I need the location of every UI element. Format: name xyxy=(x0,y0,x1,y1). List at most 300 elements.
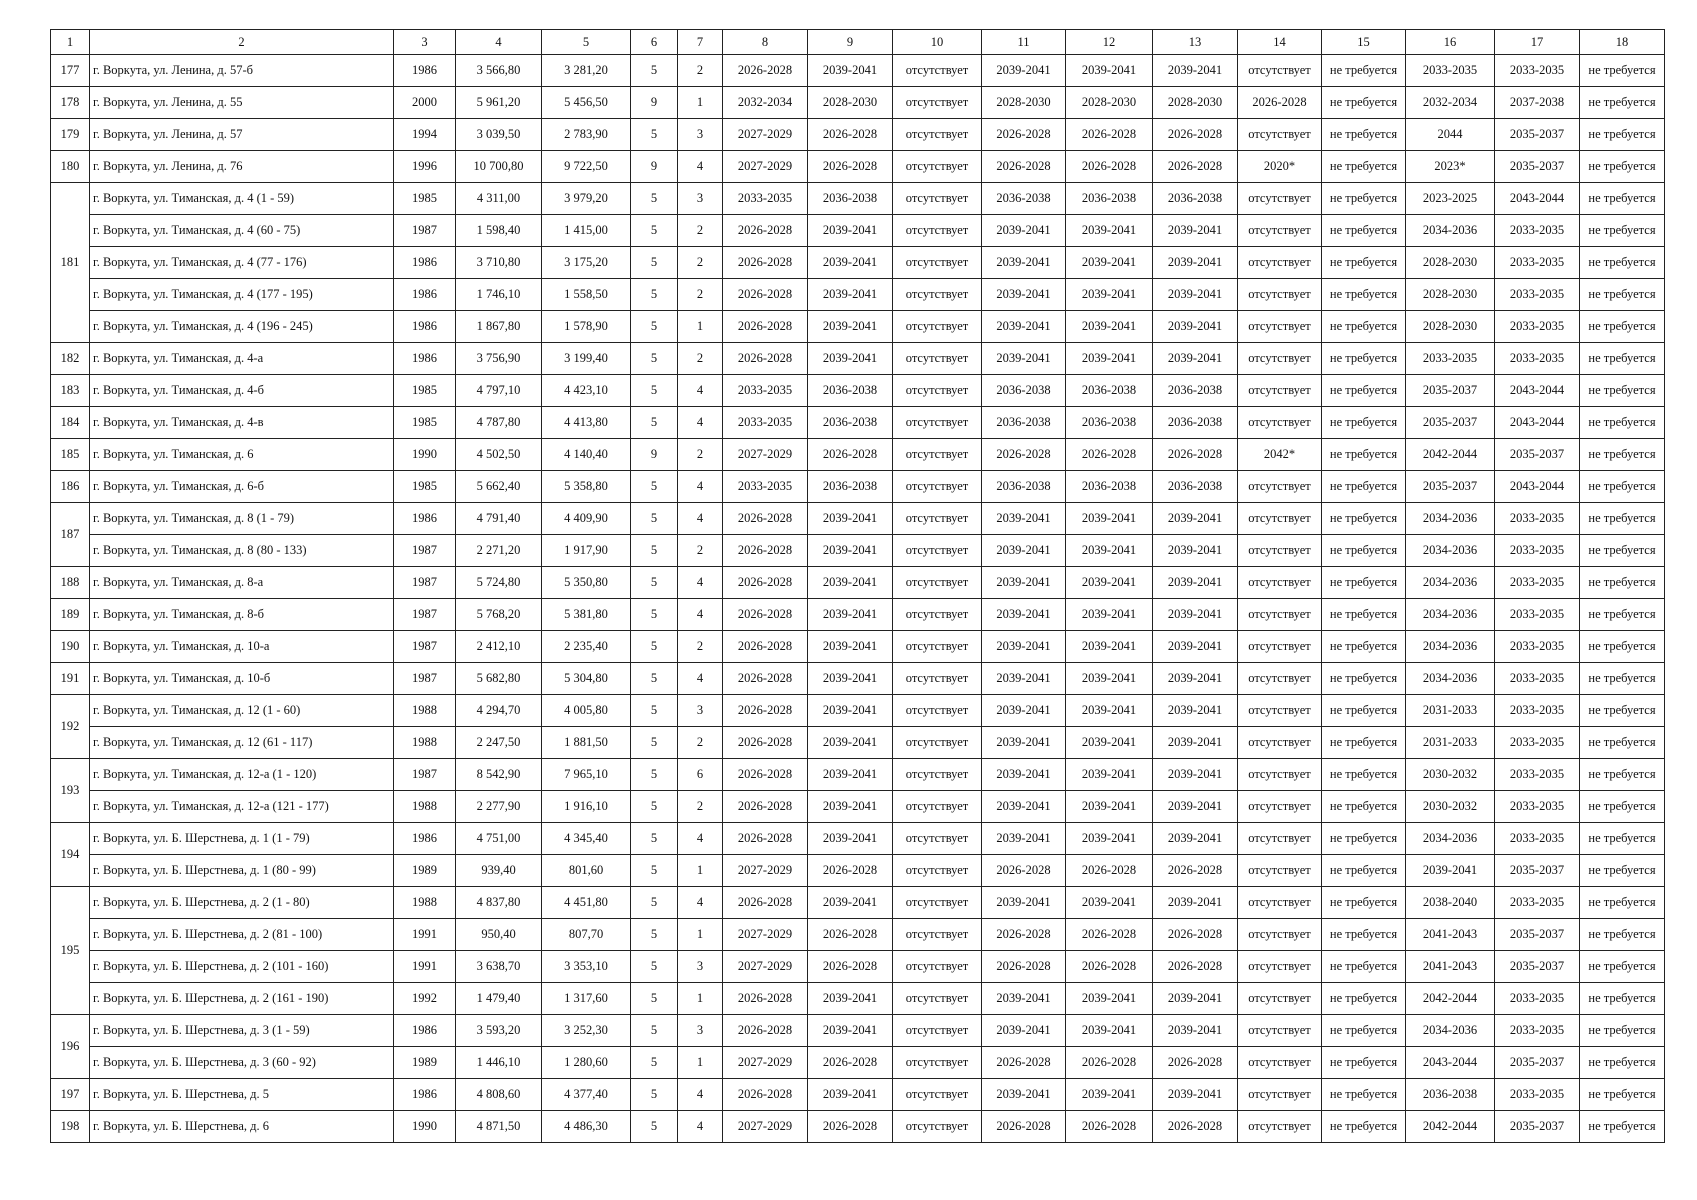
c8-cell: 2026-2028 xyxy=(723,279,808,311)
c10-cell: отсутствует xyxy=(893,759,982,791)
c17-cell: 2033-2035 xyxy=(1495,823,1580,855)
row-number-cell: 198 xyxy=(51,1111,90,1143)
c10-cell: отсутствует xyxy=(893,919,982,951)
c14-cell: отсутствует xyxy=(1238,503,1322,535)
living-area-cell: 3 252,30 xyxy=(542,1015,631,1047)
address-cell: г. Воркута, ул. Б. Шерстнева, д. 2 (81 - 100) xyxy=(90,919,394,951)
c17-cell: 2033-2035 xyxy=(1495,663,1580,695)
c16-cell: 2031-2033 xyxy=(1406,727,1495,759)
column-header-12: 12 xyxy=(1066,30,1153,55)
year-cell: 1987 xyxy=(394,631,456,663)
c14-cell: отсутствует xyxy=(1238,1079,1322,1111)
c10-cell: отсутствует xyxy=(893,1047,982,1079)
c16-cell: 2044 xyxy=(1406,119,1495,151)
c13-cell: 2039-2041 xyxy=(1153,1079,1238,1111)
year-cell: 1988 xyxy=(394,695,456,727)
c9-cell: 2039-2041 xyxy=(808,55,893,87)
c14-cell: отсутствует xyxy=(1238,375,1322,407)
c16-cell: 2042-2044 xyxy=(1406,1111,1495,1143)
c12-cell: 2039-2041 xyxy=(1066,791,1153,823)
total-area-cell: 5 768,20 xyxy=(456,599,542,631)
table-row xyxy=(51,311,1665,343)
column-header-3: 3 xyxy=(394,30,456,55)
c13-cell: 2039-2041 xyxy=(1153,567,1238,599)
c10-cell: отсутствует xyxy=(893,343,982,375)
total-area-cell: 4 751,00 xyxy=(456,823,542,855)
c16-cell: 2034-2036 xyxy=(1406,823,1495,855)
c12-cell: 2039-2041 xyxy=(1066,215,1153,247)
c15-cell: не требуется xyxy=(1322,1111,1406,1143)
c18-cell: не требуется xyxy=(1580,663,1665,695)
c13-cell: 2039-2041 xyxy=(1153,503,1238,535)
c17-cell: 2035-2037 xyxy=(1495,951,1580,983)
living-area-cell: 3 281,20 xyxy=(542,55,631,87)
c14-cell: отсутствует xyxy=(1238,791,1322,823)
floors-cell: 9 xyxy=(631,439,678,471)
row-number-cell: 195 xyxy=(51,887,90,1015)
c14-cell: отсутствует xyxy=(1238,727,1322,759)
c16-cell: 2034-2036 xyxy=(1406,567,1495,599)
table-row xyxy=(51,951,1665,983)
c16-cell: 2042-2044 xyxy=(1406,439,1495,471)
table-row xyxy=(51,119,1665,151)
table-row xyxy=(51,375,1665,407)
floors-cell: 5 xyxy=(631,663,678,695)
c16-cell: 2035-2037 xyxy=(1406,375,1495,407)
c15-cell: не требуется xyxy=(1322,215,1406,247)
c17-cell: 2033-2035 xyxy=(1495,503,1580,535)
c9-cell: 2039-2041 xyxy=(808,567,893,599)
c11-cell: 2039-2041 xyxy=(982,311,1066,343)
total-area-cell: 4 294,70 xyxy=(456,695,542,727)
c9-cell: 2026-2028 xyxy=(808,439,893,471)
year-cell: 1988 xyxy=(394,727,456,759)
c18-cell: не требуется xyxy=(1580,55,1665,87)
entrances-cell: 4 xyxy=(678,375,723,407)
c8-cell: 2026-2028 xyxy=(723,599,808,631)
year-cell: 1985 xyxy=(394,407,456,439)
c11-cell: 2026-2028 xyxy=(982,919,1066,951)
c18-cell: не требуется xyxy=(1580,471,1665,503)
c12-cell: 2026-2028 xyxy=(1066,1111,1153,1143)
c18-cell: не требуется xyxy=(1580,119,1665,151)
living-area-cell: 3 175,20 xyxy=(542,247,631,279)
c13-cell: 2036-2038 xyxy=(1153,183,1238,215)
c9-cell: 2039-2041 xyxy=(808,791,893,823)
floors-cell: 5 xyxy=(631,311,678,343)
c11-cell: 2039-2041 xyxy=(982,887,1066,919)
total-area-cell: 1 867,80 xyxy=(456,311,542,343)
c11-cell: 2039-2041 xyxy=(982,535,1066,567)
address-cell: г. Воркута, ул. Б. Шерстнева, д. 2 (1 - 80) xyxy=(90,887,394,919)
c16-cell: 2023-2025 xyxy=(1406,183,1495,215)
c13-cell: 2039-2041 xyxy=(1153,343,1238,375)
c15-cell: не требуется xyxy=(1322,183,1406,215)
year-cell: 2000 xyxy=(394,87,456,119)
c11-cell: 2026-2028 xyxy=(982,855,1066,887)
total-area-cell: 2 247,50 xyxy=(456,727,542,759)
entrances-cell: 3 xyxy=(678,695,723,727)
c14-cell: отсутствует xyxy=(1238,919,1322,951)
year-cell: 1990 xyxy=(394,439,456,471)
c13-cell: 2026-2028 xyxy=(1153,439,1238,471)
c18-cell: не требуется xyxy=(1580,695,1665,727)
c13-cell: 2026-2028 xyxy=(1153,951,1238,983)
total-area-cell: 1 746,10 xyxy=(456,279,542,311)
living-area-cell: 1 415,00 xyxy=(542,215,631,247)
c18-cell: не требуется xyxy=(1580,855,1665,887)
year-cell: 1986 xyxy=(394,1079,456,1111)
living-area-cell: 801,60 xyxy=(542,855,631,887)
c10-cell: отсутствует xyxy=(893,151,982,183)
row-number-cell: 191 xyxy=(51,663,90,695)
c16-cell: 2039-2041 xyxy=(1406,855,1495,887)
total-area-cell: 2 277,90 xyxy=(456,791,542,823)
floors-cell: 5 xyxy=(631,183,678,215)
c18-cell: не требуется xyxy=(1580,1047,1665,1079)
c13-cell: 2039-2041 xyxy=(1153,311,1238,343)
c15-cell: не требуется xyxy=(1322,695,1406,727)
c9-cell: 2036-2038 xyxy=(808,375,893,407)
floors-cell: 5 xyxy=(631,791,678,823)
c17-cell: 2043-2044 xyxy=(1495,407,1580,439)
c13-cell: 2028-2030 xyxy=(1153,87,1238,119)
c11-cell: 2036-2038 xyxy=(982,183,1066,215)
c14-cell: отсутствует xyxy=(1238,311,1322,343)
c11-cell: 2039-2041 xyxy=(982,55,1066,87)
c17-cell: 2033-2035 xyxy=(1495,215,1580,247)
c9-cell: 2039-2041 xyxy=(808,343,893,375)
entrances-cell: 4 xyxy=(678,599,723,631)
c14-cell: отсутствует xyxy=(1238,183,1322,215)
address-cell: г. Воркута, ул. Тиманская, д. 6 xyxy=(90,439,394,471)
c13-cell: 2036-2038 xyxy=(1153,375,1238,407)
total-area-cell: 4 787,80 xyxy=(456,407,542,439)
c14-cell: отсутствует xyxy=(1238,1047,1322,1079)
c12-cell: 2039-2041 xyxy=(1066,1079,1153,1111)
c10-cell: отсутствует xyxy=(893,407,982,439)
c9-cell: 2039-2041 xyxy=(808,1079,893,1111)
floors-cell: 5 xyxy=(631,823,678,855)
c17-cell: 2037-2038 xyxy=(1495,87,1580,119)
row-number-cell: 184 xyxy=(51,407,90,439)
living-area-cell: 4 413,80 xyxy=(542,407,631,439)
c16-cell: 2032-2034 xyxy=(1406,87,1495,119)
address-cell: г. Воркута, ул. Тиманская, д. 10-а xyxy=(90,631,394,663)
c15-cell: не требуется xyxy=(1322,343,1406,375)
c9-cell: 2039-2041 xyxy=(808,695,893,727)
living-area-cell: 9 722,50 xyxy=(542,151,631,183)
c9-cell: 2039-2041 xyxy=(808,503,893,535)
entrances-cell: 3 xyxy=(678,951,723,983)
c12-cell: 2036-2038 xyxy=(1066,375,1153,407)
address-cell: г. Воркута, ул. Тиманская, д. 4 (77 - 176) xyxy=(90,247,394,279)
entrances-cell: 2 xyxy=(678,791,723,823)
c8-cell: 2026-2028 xyxy=(723,247,808,279)
c8-cell: 2026-2028 xyxy=(723,695,808,727)
year-cell: 1987 xyxy=(394,599,456,631)
entrances-cell: 4 xyxy=(678,151,723,183)
c17-cell: 2033-2035 xyxy=(1495,311,1580,343)
address-cell: г. Воркута, ул. Тиманская, д. 8 (1 - 79) xyxy=(90,503,394,535)
row-number-cell: 180 xyxy=(51,151,90,183)
floors-cell: 5 xyxy=(631,759,678,791)
floors-cell: 5 xyxy=(631,471,678,503)
column-header-2: 2 xyxy=(90,30,394,55)
c13-cell: 2039-2041 xyxy=(1153,695,1238,727)
column-header-5: 5 xyxy=(542,30,631,55)
c13-cell: 2039-2041 xyxy=(1153,279,1238,311)
living-area-cell: 5 304,80 xyxy=(542,663,631,695)
total-area-cell: 2 271,20 xyxy=(456,535,542,567)
column-header-4: 4 xyxy=(456,30,542,55)
c12-cell: 2039-2041 xyxy=(1066,887,1153,919)
c12-cell: 2039-2041 xyxy=(1066,311,1153,343)
c13-cell: 2039-2041 xyxy=(1153,823,1238,855)
c10-cell: отсутствует xyxy=(893,1079,982,1111)
floors-cell: 5 xyxy=(631,247,678,279)
address-cell: г. Воркута, ул. Тиманская, д. 8 (80 - 133) xyxy=(90,535,394,567)
c10-cell: отсутствует xyxy=(893,375,982,407)
year-cell: 1987 xyxy=(394,215,456,247)
c8-cell: 2033-2035 xyxy=(723,375,808,407)
entrances-cell: 4 xyxy=(678,503,723,535)
year-cell: 1986 xyxy=(394,1015,456,1047)
c9-cell: 2026-2028 xyxy=(808,119,893,151)
year-cell: 1994 xyxy=(394,119,456,151)
entrances-cell: 4 xyxy=(678,823,723,855)
c13-cell: 2026-2028 xyxy=(1153,119,1238,151)
c18-cell: не требуется xyxy=(1580,983,1665,1015)
living-area-cell: 4 409,90 xyxy=(542,503,631,535)
c11-cell: 2039-2041 xyxy=(982,983,1066,1015)
c13-cell: 2026-2028 xyxy=(1153,151,1238,183)
entrances-cell: 1 xyxy=(678,311,723,343)
row-number-cell: 192 xyxy=(51,695,90,759)
c11-cell: 2026-2028 xyxy=(982,1111,1066,1143)
c8-cell: 2026-2028 xyxy=(723,759,808,791)
address-cell: г. Воркута, ул. Б. Шерстнева, д. 3 (1 - 59) xyxy=(90,1015,394,1047)
living-area-cell: 4 345,40 xyxy=(542,823,631,855)
year-cell: 1987 xyxy=(394,567,456,599)
c15-cell: не требуется xyxy=(1322,119,1406,151)
c16-cell: 2034-2036 xyxy=(1406,599,1495,631)
entrances-cell: 4 xyxy=(678,887,723,919)
c10-cell: отсутствует xyxy=(893,247,982,279)
c9-cell: 2039-2041 xyxy=(808,663,893,695)
total-area-cell: 5 724,80 xyxy=(456,567,542,599)
c11-cell: 2039-2041 xyxy=(982,791,1066,823)
address-cell: г. Воркута, ул. Б. Шерстнева, д. 1 (1 - 79) xyxy=(90,823,394,855)
entrances-cell: 4 xyxy=(678,1111,723,1143)
c12-cell: 2026-2028 xyxy=(1066,919,1153,951)
c12-cell: 2039-2041 xyxy=(1066,759,1153,791)
c10-cell: отсутствует xyxy=(893,471,982,503)
c18-cell: не требуется xyxy=(1580,599,1665,631)
c11-cell: 2036-2038 xyxy=(982,407,1066,439)
c15-cell: не требуется xyxy=(1322,887,1406,919)
c10-cell: отсутствует xyxy=(893,279,982,311)
c16-cell: 2028-2030 xyxy=(1406,311,1495,343)
column-header-16: 16 xyxy=(1406,30,1495,55)
c10-cell: отсутствует xyxy=(893,983,982,1015)
header-row xyxy=(51,30,1665,55)
entrances-cell: 2 xyxy=(678,279,723,311)
c10-cell: отсутствует xyxy=(893,951,982,983)
row-number-cell: 190 xyxy=(51,631,90,663)
c17-cell: 2033-2035 xyxy=(1495,695,1580,727)
c18-cell: не требуется xyxy=(1580,727,1665,759)
entrances-cell: 1 xyxy=(678,1047,723,1079)
address-cell: г. Воркута, ул. Тиманская, д. 4 (196 - 245) xyxy=(90,311,394,343)
c13-cell: 2039-2041 xyxy=(1153,535,1238,567)
c15-cell: не требуется xyxy=(1322,855,1406,887)
c14-cell: отсутствует xyxy=(1238,343,1322,375)
table-row xyxy=(51,1111,1665,1143)
c8-cell: 2027-2029 xyxy=(723,951,808,983)
year-cell: 1991 xyxy=(394,919,456,951)
c8-cell: 2027-2029 xyxy=(723,119,808,151)
c17-cell: 2033-2035 xyxy=(1495,1015,1580,1047)
c13-cell: 2039-2041 xyxy=(1153,759,1238,791)
row-number-cell: 179 xyxy=(51,119,90,151)
c17-cell: 2035-2037 xyxy=(1495,119,1580,151)
address-cell: г. Воркута, ул. Тиманская, д. 8-а xyxy=(90,567,394,599)
table-row xyxy=(51,663,1665,695)
c17-cell: 2033-2035 xyxy=(1495,759,1580,791)
living-area-cell: 4 377,40 xyxy=(542,1079,631,1111)
row-number-cell: 186 xyxy=(51,471,90,503)
c13-cell: 2039-2041 xyxy=(1153,983,1238,1015)
column-header-18: 18 xyxy=(1580,30,1665,55)
c10-cell: отсутствует xyxy=(893,119,982,151)
address-cell: г. Воркута, ул. Ленина, д. 57-б xyxy=(90,55,394,87)
total-area-cell: 4 311,00 xyxy=(456,183,542,215)
year-cell: 1986 xyxy=(394,279,456,311)
c11-cell: 2039-2041 xyxy=(982,599,1066,631)
c8-cell: 2026-2028 xyxy=(723,887,808,919)
floors-cell: 5 xyxy=(631,951,678,983)
floors-cell: 5 xyxy=(631,567,678,599)
c8-cell: 2026-2028 xyxy=(723,1079,808,1111)
entrances-cell: 3 xyxy=(678,1015,723,1047)
c9-cell: 2039-2041 xyxy=(808,215,893,247)
c11-cell: 2036-2038 xyxy=(982,471,1066,503)
column-header-10: 10 xyxy=(893,30,982,55)
row-number-cell: 189 xyxy=(51,599,90,631)
c12-cell: 2036-2038 xyxy=(1066,407,1153,439)
living-area-cell: 1 917,90 xyxy=(542,535,631,567)
year-cell: 1986 xyxy=(394,823,456,855)
table-row xyxy=(51,471,1665,503)
c11-cell: 2039-2041 xyxy=(982,695,1066,727)
c18-cell: не требуется xyxy=(1580,1111,1665,1143)
c18-cell: не требуется xyxy=(1580,951,1665,983)
c15-cell: не требуется xyxy=(1322,55,1406,87)
c17-cell: 2043-2044 xyxy=(1495,183,1580,215)
c16-cell: 2035-2037 xyxy=(1406,471,1495,503)
table-row xyxy=(51,55,1665,87)
entrances-cell: 2 xyxy=(678,55,723,87)
address-cell: г. Воркута, ул. Тиманская, д. 12 (1 - 60) xyxy=(90,695,394,727)
c9-cell: 2026-2028 xyxy=(808,151,893,183)
row-number-cell: 187 xyxy=(51,503,90,567)
c17-cell: 2033-2035 xyxy=(1495,727,1580,759)
row-number-cell: 188 xyxy=(51,567,90,599)
total-area-cell: 4 791,40 xyxy=(456,503,542,535)
c12-cell: 2026-2028 xyxy=(1066,151,1153,183)
c8-cell: 2027-2029 xyxy=(723,1111,808,1143)
c15-cell: не требуется xyxy=(1322,1015,1406,1047)
c18-cell: не требуется xyxy=(1580,535,1665,567)
c14-cell: отсутствует xyxy=(1238,55,1322,87)
year-cell: 1985 xyxy=(394,183,456,215)
c18-cell: не требуется xyxy=(1580,247,1665,279)
table-row xyxy=(51,919,1665,951)
c13-cell: 2026-2028 xyxy=(1153,1047,1238,1079)
address-cell: г. Воркута, ул. Тиманская, д. 8-б xyxy=(90,599,394,631)
total-area-cell: 2 412,10 xyxy=(456,631,542,663)
living-area-cell: 1 916,10 xyxy=(542,791,631,823)
c17-cell: 2033-2035 xyxy=(1495,535,1580,567)
c13-cell: 2039-2041 xyxy=(1153,631,1238,663)
living-area-cell: 1 317,60 xyxy=(542,983,631,1015)
c17-cell: 2033-2035 xyxy=(1495,791,1580,823)
c9-cell: 2036-2038 xyxy=(808,471,893,503)
c16-cell: 2028-2030 xyxy=(1406,279,1495,311)
c9-cell: 2036-2038 xyxy=(808,183,893,215)
row-number-cell: 183 xyxy=(51,375,90,407)
total-area-cell: 3 638,70 xyxy=(456,951,542,983)
c8-cell: 2032-2034 xyxy=(723,87,808,119)
total-area-cell: 4 808,60 xyxy=(456,1079,542,1111)
c10-cell: отсутствует xyxy=(893,695,982,727)
year-cell: 1986 xyxy=(394,311,456,343)
c16-cell: 2034-2036 xyxy=(1406,535,1495,567)
c8-cell: 2026-2028 xyxy=(723,535,808,567)
floors-cell: 5 xyxy=(631,919,678,951)
year-cell: 1985 xyxy=(394,375,456,407)
entrances-cell: 2 xyxy=(678,631,723,663)
c10-cell: отсутствует xyxy=(893,727,982,759)
c13-cell: 2039-2041 xyxy=(1153,663,1238,695)
table-row xyxy=(51,759,1665,791)
c17-cell: 2033-2035 xyxy=(1495,631,1580,663)
c16-cell: 2035-2037 xyxy=(1406,407,1495,439)
c16-cell: 2030-2032 xyxy=(1406,759,1495,791)
address-cell: г. Воркута, ул. Тиманская, д. 12 (61 - 117) xyxy=(90,727,394,759)
living-area-cell: 1 578,90 xyxy=(542,311,631,343)
c10-cell: отсутствует xyxy=(893,567,982,599)
column-header-15: 15 xyxy=(1322,30,1406,55)
entrances-cell: 2 xyxy=(678,343,723,375)
c11-cell: 2039-2041 xyxy=(982,343,1066,375)
c11-cell: 2039-2041 xyxy=(982,631,1066,663)
c16-cell: 2031-2033 xyxy=(1406,695,1495,727)
c17-cell: 2033-2035 xyxy=(1495,279,1580,311)
floors-cell: 5 xyxy=(631,343,678,375)
table-row xyxy=(51,791,1665,823)
c17-cell: 2035-2037 xyxy=(1495,919,1580,951)
c15-cell: не требуется xyxy=(1322,823,1406,855)
c15-cell: не требуется xyxy=(1322,983,1406,1015)
entrances-cell: 1 xyxy=(678,919,723,951)
entrances-cell: 4 xyxy=(678,471,723,503)
c13-cell: 2036-2038 xyxy=(1153,471,1238,503)
living-area-cell: 3 199,40 xyxy=(542,343,631,375)
c11-cell: 2039-2041 xyxy=(982,823,1066,855)
row-number-cell: 196 xyxy=(51,1015,90,1079)
